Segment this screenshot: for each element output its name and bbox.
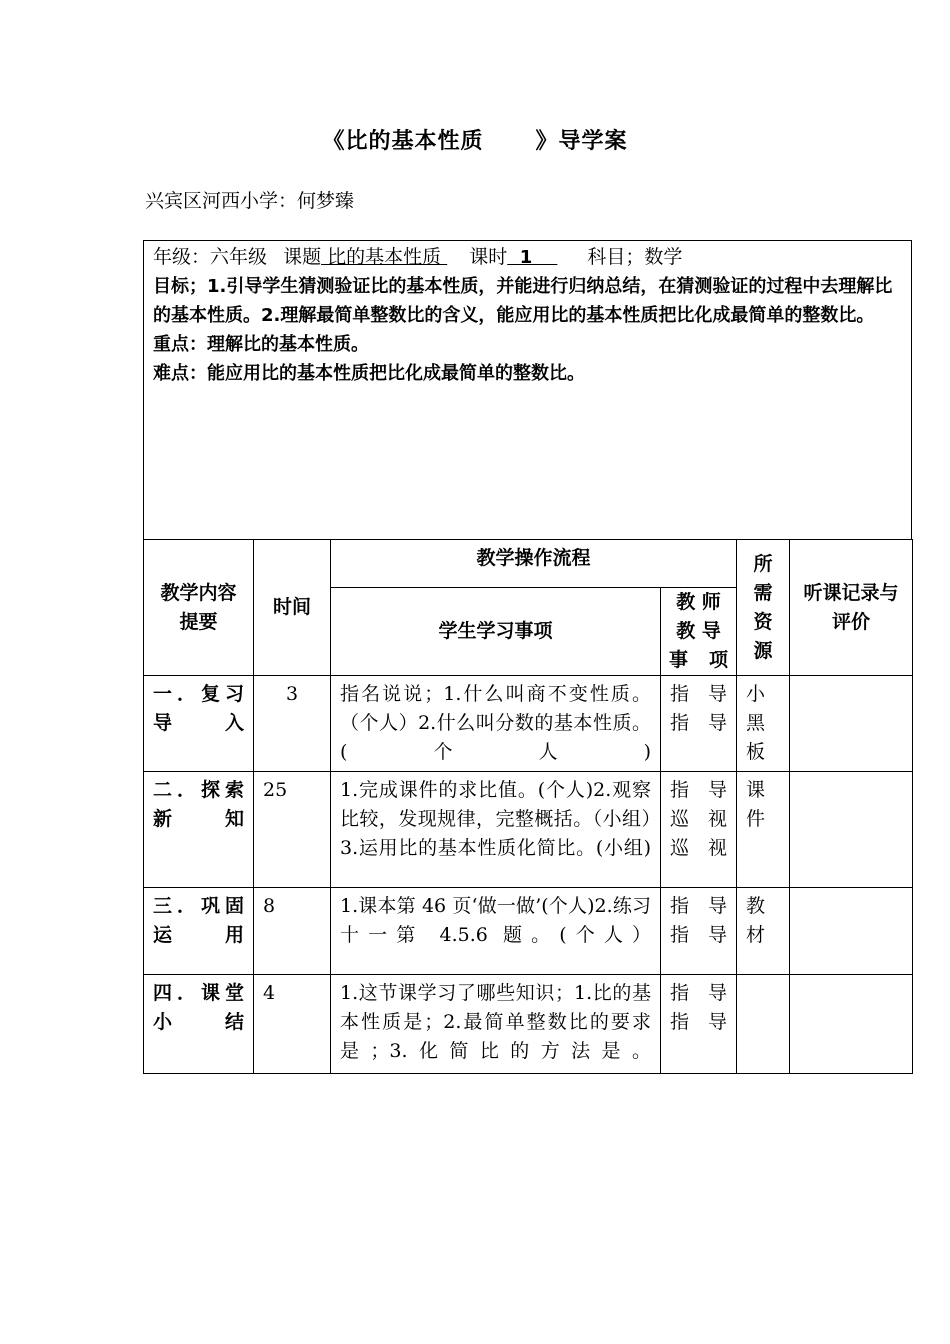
table-row	[144, 676, 913, 772]
table-row	[144, 888, 913, 975]
row4-content: 四．课堂小结	[144, 975, 254, 1074]
table-header-row	[144, 540, 913, 588]
row1-content: 一．复习导入	[144, 676, 254, 772]
row2-teacher: 指 导 巡 视 巡视	[661, 772, 737, 888]
row2-time: 25	[254, 772, 331, 888]
teaching-flow-table	[143, 539, 913, 1074]
document-title: 《比的基本性质 》导学案	[322, 129, 628, 154]
row2-student: 1.完成课件的求比值。(个人)2.观察比较，发现规律，完整概括。（小组）3.运用比的基本性质化简比。(小组)	[331, 772, 661, 888]
row2-record	[790, 772, 913, 888]
row1-student: 指名说说；1.什么叫商不变性质。（个人）2.什么叫分数的基本性质。(个人)	[331, 676, 661, 772]
row1-record	[790, 676, 913, 772]
row4-time: 4	[254, 975, 331, 1074]
row3-student: 1.课本第 46 页‘做一做’(个人)2.练习十一第 4.5.6 题。(个人）	[331, 888, 661, 975]
row4-record	[790, 975, 913, 1074]
header-flow: 教学操作流程	[331, 540, 737, 588]
row3-resources: 教材	[737, 888, 790, 975]
difficulty-text: 难点：能应用比的基本性质把比化成最简单的整数比。	[153, 363, 585, 384]
header-student: 学生学习事项	[331, 588, 661, 676]
period-value: 1	[507, 247, 558, 268]
table-row	[144, 975, 913, 1074]
row3-record	[790, 888, 913, 975]
row1-teacher: 指 导 指导	[661, 676, 737, 772]
row1-resources: 小黑板	[737, 676, 790, 772]
subject-text: 科目；数学	[587, 246, 683, 268]
lesson-info-box	[143, 240, 912, 540]
period-label: 课时	[469, 246, 508, 268]
row4-teacher: 指 导 指导	[661, 975, 737, 1074]
row2-content: 二．探索新知	[144, 772, 254, 888]
row3-teacher: 指 导 指导	[661, 888, 737, 975]
grade-text: 年级：六年级	[153, 246, 268, 268]
row4-student: 1.这节课学习了哪些知识；1.比的基本性质是；2.最简单整数比的要求是；3.化简比的方法是。	[331, 975, 661, 1074]
row2-resources: 课件	[737, 772, 790, 888]
author-line: 兴宾区河西小学：何梦臻	[145, 190, 355, 212]
goals-text: 目标；1.引导学生猜测验证比的基本性质，并能进行归纳总结，在猜测验证的过程中去理解比的基本性质。2.理解最简单整数比的含义，能应用比的基本性质把比化成最简单的整数比。	[153, 276, 893, 326]
header-content: 教学内容提要	[144, 540, 254, 676]
topic-label: 课题	[283, 246, 322, 268]
row3-time: 8	[254, 888, 331, 975]
row4-resources	[737, 975, 790, 1074]
header-resources: 所需资源	[737, 540, 790, 676]
header-teacher: 教 师 教 导 事 项	[661, 588, 737, 676]
row3-content: 三．巩固运用	[144, 888, 254, 975]
topic-value: 比的基本性质	[321, 246, 448, 268]
header-time: 时间	[254, 540, 331, 676]
key-point-text: 重点：理解比的基本性质。	[153, 334, 369, 355]
table-row	[144, 772, 913, 888]
lesson-meta-line	[153, 243, 903, 272]
header-record: 听课记录与评价	[790, 540, 913, 676]
row1-time: 3	[254, 676, 331, 772]
